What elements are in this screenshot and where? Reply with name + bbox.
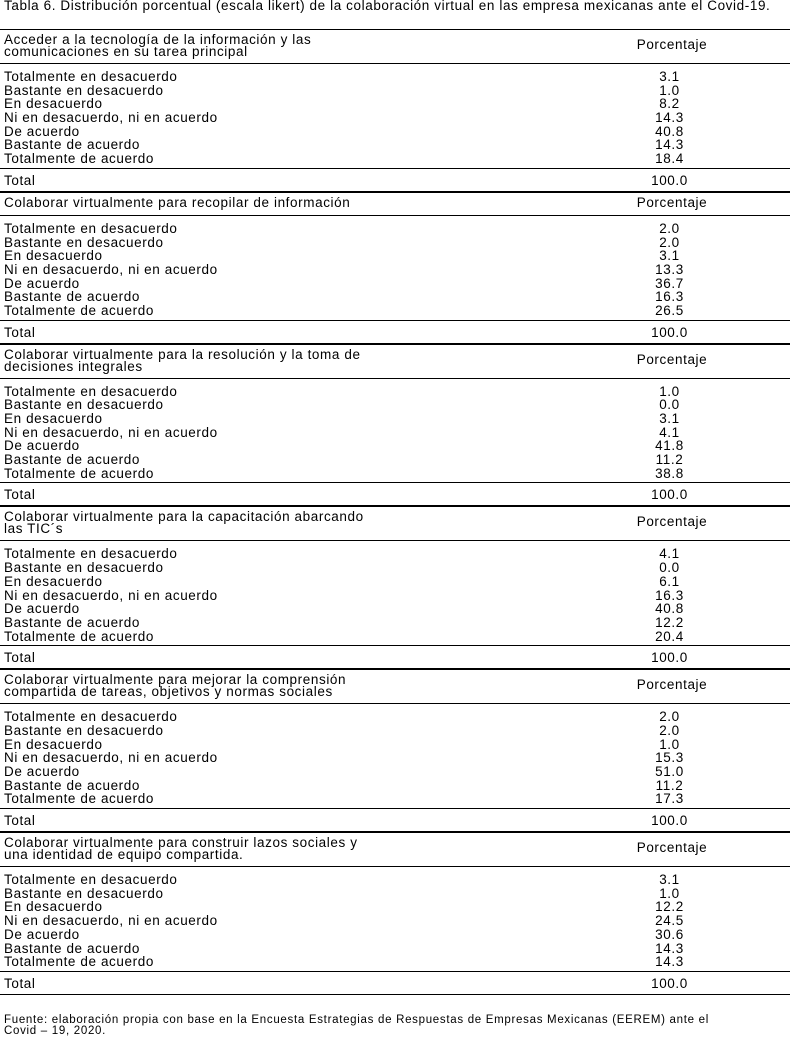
section-rows bbox=[0, 64, 790, 169]
scale-label: Ni en desacuerdo, ni en acuerdo bbox=[4, 261, 218, 277]
percentage-value: 51.0 bbox=[655, 764, 684, 779]
source-note: Fuente: elaboración propia con base en la Encuesta Estrategias de Respuestas de Empresas Mexicanas (EEREM) ante el Covid – 19, 2020. bbox=[4, 1014, 709, 1037]
scale-label: Bastante en desacuerdo bbox=[4, 560, 164, 576]
table-section bbox=[0, 669, 790, 832]
percentage-column-header: Porcentaje bbox=[636, 194, 708, 210]
table-row bbox=[0, 616, 790, 630]
scale-label: Totalmente en desacuerdo bbox=[4, 709, 178, 725]
section-header bbox=[0, 344, 790, 379]
total-value: 100.0 bbox=[651, 487, 688, 503]
scale-label: Totalmente de acuerdo bbox=[4, 302, 154, 318]
total-label: Total bbox=[4, 487, 36, 503]
section-header bbox=[0, 29, 790, 64]
total-row bbox=[0, 809, 790, 832]
table-row bbox=[0, 900, 790, 914]
section-rows bbox=[0, 704, 790, 809]
percentage-value: 20.4 bbox=[655, 628, 684, 644]
section-title bbox=[4, 34, 564, 58]
scale-label: Bastante en desacuerdo bbox=[4, 885, 164, 901]
scale-label: De acuerdo bbox=[4, 764, 80, 779]
percentage-value: 17.3 bbox=[655, 791, 684, 807]
table-row bbox=[0, 152, 790, 166]
scale-label: En desacuerdo bbox=[4, 411, 103, 426]
total-label: Total bbox=[4, 975, 36, 991]
table-row bbox=[0, 277, 790, 291]
scale-label: Ni en desacuerdo, ni en acuerdo bbox=[4, 750, 218, 766]
percentage-value: 14.3 bbox=[655, 940, 684, 956]
percentage-value: 0.0 bbox=[659, 397, 680, 413]
total-row bbox=[0, 321, 790, 344]
scale-label: Bastante en desacuerdo bbox=[4, 722, 164, 738]
table-row bbox=[0, 873, 790, 887]
total-value: 100.0 bbox=[651, 813, 688, 829]
section-title-line: una identidad de equipo compartida. bbox=[4, 847, 244, 863]
table-row bbox=[0, 887, 790, 901]
scale-label: Totalmente de acuerdo bbox=[4, 791, 154, 807]
percentage-value: 14.3 bbox=[655, 137, 684, 153]
table-row bbox=[0, 290, 790, 304]
table-row bbox=[0, 222, 790, 236]
section-title-line: compartida de tareas, objetivos y normas sociales bbox=[4, 684, 333, 700]
scale-label: Bastante de acuerdo bbox=[4, 137, 140, 153]
scale-label: Bastante de acuerdo bbox=[4, 614, 140, 630]
scale-label: Ni en desacuerdo, ni en acuerdo bbox=[4, 424, 218, 440]
percentage-value: 13.3 bbox=[655, 261, 684, 277]
section-title bbox=[4, 194, 564, 210]
table-row bbox=[0, 630, 790, 644]
section-title-line: las TIC´s bbox=[4, 521, 64, 537]
scale-label: Totalmente de acuerdo bbox=[4, 151, 154, 167]
percentage-value: 2.0 bbox=[659, 722, 680, 738]
percentage-column-header: Porcentaje bbox=[636, 840, 708, 856]
total-row bbox=[0, 972, 790, 995]
scale-label: Bastante de acuerdo bbox=[4, 777, 140, 793]
table-row bbox=[0, 70, 790, 84]
scale-label: Totalmente de acuerdo bbox=[4, 465, 154, 481]
total-label: Total bbox=[4, 172, 36, 188]
section-title bbox=[4, 674, 564, 698]
scale-label: Bastante de acuerdo bbox=[4, 289, 140, 305]
percentage-value: 8.2 bbox=[659, 96, 680, 112]
table-row bbox=[0, 97, 790, 111]
scale-label: Totalmente en desacuerdo bbox=[4, 383, 178, 399]
table-row bbox=[0, 125, 790, 139]
percentage-value: 14.3 bbox=[655, 954, 684, 970]
table-row bbox=[0, 589, 790, 603]
section-title bbox=[4, 511, 564, 535]
likert-table bbox=[0, 29, 790, 995]
percentage-column-header: Porcentaje bbox=[636, 351, 708, 367]
scale-label: Totalmente de acuerdo bbox=[4, 954, 154, 970]
table-row bbox=[0, 561, 790, 575]
table-row bbox=[0, 236, 790, 250]
scale-label: Totalmente en desacuerdo bbox=[4, 546, 178, 562]
total-label: Total bbox=[4, 324, 36, 340]
percentage-value: 1.0 bbox=[659, 736, 680, 752]
percentage-value: 36.7 bbox=[655, 275, 684, 291]
percentage-value: 2.0 bbox=[659, 220, 680, 236]
percentage-value: 11.2 bbox=[655, 777, 684, 793]
total-row bbox=[0, 483, 790, 506]
section-title bbox=[4, 346, 564, 374]
table-section bbox=[0, 344, 790, 507]
percentage-value: 2.0 bbox=[659, 709, 680, 725]
total-value: 100.0 bbox=[651, 324, 688, 340]
percentage-value: 16.3 bbox=[655, 289, 684, 305]
scale-label: En desacuerdo bbox=[4, 96, 103, 112]
table-row bbox=[0, 751, 790, 765]
table-row bbox=[0, 426, 790, 440]
percentage-value: 4.1 bbox=[659, 424, 680, 440]
table-row bbox=[0, 792, 790, 806]
table-row bbox=[0, 914, 790, 928]
section-title-line: Colaborar virtualmente para mejorar la comprensión bbox=[4, 672, 347, 688]
total-label: Total bbox=[4, 650, 36, 666]
table-row bbox=[0, 412, 790, 426]
table-row bbox=[0, 765, 790, 779]
scale-label: Totalmente en desacuerdo bbox=[4, 220, 178, 236]
percentage-value: 3.1 bbox=[659, 69, 680, 84]
section-rows bbox=[0, 379, 790, 484]
section-title bbox=[4, 837, 564, 861]
table-section bbox=[0, 506, 790, 669]
percentage-value: 24.5 bbox=[655, 913, 684, 929]
section-header bbox=[0, 669, 790, 704]
percentage-value: 1.0 bbox=[659, 885, 680, 901]
section-title-line: Colaborar virtualmente para la capacitación abarcando bbox=[4, 509, 364, 525]
total-value: 100.0 bbox=[651, 975, 688, 991]
table-row bbox=[0, 602, 790, 616]
table-row bbox=[0, 575, 790, 589]
percentage-column-header: Porcentaje bbox=[636, 37, 708, 52]
percentage-value: 4.1 bbox=[659, 546, 680, 562]
percentage-value: 16.3 bbox=[655, 587, 684, 603]
table-section bbox=[0, 29, 790, 192]
total-value: 100.0 bbox=[651, 172, 688, 188]
percentage-value: 18.4 bbox=[655, 151, 684, 167]
section-title-line: comunicaciones en su tarea principal bbox=[4, 44, 248, 59]
table-row bbox=[0, 84, 790, 98]
table-row bbox=[0, 710, 790, 724]
table-section bbox=[0, 192, 790, 344]
section-title-line: decisiones integrales bbox=[4, 358, 143, 374]
scale-label: En desacuerdo bbox=[4, 736, 103, 752]
table-caption: Tabla 6. Distribución porcentual (escala likert) de la colaboración virtual en las empresa mexicanas ante el Covid-19. bbox=[4, 0, 771, 13]
table-row bbox=[0, 249, 790, 263]
scale-label: Ni en desacuerdo, ni en acuerdo bbox=[4, 110, 218, 126]
percentage-value: 40.8 bbox=[655, 123, 684, 139]
table-row bbox=[0, 547, 790, 561]
table-row bbox=[0, 467, 790, 481]
scale-label: En desacuerdo bbox=[4, 899, 103, 915]
percentage-value: 0.0 bbox=[659, 560, 680, 576]
scale-label: Bastante en desacuerdo bbox=[4, 82, 164, 98]
total-row bbox=[0, 169, 790, 192]
table-row bbox=[0, 453, 790, 467]
percentage-value: 3.1 bbox=[659, 872, 680, 888]
table-row bbox=[0, 111, 790, 125]
table-row bbox=[0, 398, 790, 412]
scale-label: En desacuerdo bbox=[4, 248, 103, 264]
scale-label: De acuerdo bbox=[4, 926, 80, 942]
scale-label: Bastante de acuerdo bbox=[4, 940, 140, 956]
percentage-value: 1.0 bbox=[659, 82, 680, 98]
table-row bbox=[0, 439, 790, 453]
table-row bbox=[0, 304, 790, 318]
table-row bbox=[0, 942, 790, 956]
section-rows bbox=[0, 216, 790, 321]
section-rows bbox=[0, 867, 790, 972]
percentage-value: 15.3 bbox=[655, 750, 684, 766]
percentage-column-header: Porcentaje bbox=[636, 514, 708, 530]
percentage-value: 12.2 bbox=[655, 614, 684, 630]
total-label: Total bbox=[4, 813, 36, 829]
percentage-value: 14.3 bbox=[655, 110, 684, 126]
scale-label: Ni en desacuerdo, ni en acuerdo bbox=[4, 587, 218, 603]
table-row bbox=[0, 263, 790, 277]
percentage-column-header: Porcentaje bbox=[636, 677, 708, 693]
table-row bbox=[0, 955, 790, 969]
percentage-value: 30.6 bbox=[655, 926, 684, 942]
scale-label: Bastante en desacuerdo bbox=[4, 397, 164, 413]
section-header bbox=[0, 506, 790, 541]
percentage-value: 41.8 bbox=[655, 438, 684, 454]
scale-label: Totalmente en desacuerdo bbox=[4, 69, 178, 84]
table-section bbox=[0, 832, 790, 995]
section-title-line: Acceder a la tecnología de la información y las bbox=[4, 32, 312, 47]
table-row bbox=[0, 779, 790, 793]
section-rows bbox=[0, 541, 790, 646]
percentage-value: 26.5 bbox=[655, 302, 684, 318]
table-row bbox=[0, 138, 790, 152]
scale-label: Ni en desacuerdo, ni en acuerdo bbox=[4, 913, 218, 929]
table-row bbox=[0, 724, 790, 738]
percentage-value: 6.1 bbox=[659, 573, 680, 589]
percentage-value: 12.2 bbox=[655, 899, 684, 915]
section-title-line: Colaborar virtualmente para recopilar de información bbox=[4, 194, 351, 210]
table-row bbox=[0, 738, 790, 752]
table-row bbox=[0, 928, 790, 942]
percentage-value: 38.8 bbox=[655, 465, 684, 481]
table-row bbox=[0, 385, 790, 399]
scale-label: Bastante en desacuerdo bbox=[4, 234, 164, 250]
percentage-value: 1.0 bbox=[659, 383, 680, 399]
section-header bbox=[0, 832, 790, 867]
scale-label: De acuerdo bbox=[4, 275, 80, 291]
section-header bbox=[0, 192, 790, 216]
total-value: 100.0 bbox=[651, 650, 688, 666]
scale-label: De acuerdo bbox=[4, 123, 80, 139]
percentage-value: 11.2 bbox=[655, 452, 684, 468]
percentage-value: 2.0 bbox=[659, 234, 680, 250]
scale-label: De acuerdo bbox=[4, 601, 80, 617]
scale-label: De acuerdo bbox=[4, 438, 80, 454]
total-row bbox=[0, 646, 790, 669]
scale-label: Totalmente de acuerdo bbox=[4, 628, 154, 644]
scale-label: En desacuerdo bbox=[4, 573, 103, 589]
scale-label: Bastante de acuerdo bbox=[4, 452, 140, 468]
scale-label: Totalmente en desacuerdo bbox=[4, 872, 178, 888]
section-title-line: Colaborar virtualmente para la resolución y la toma de bbox=[4, 346, 361, 362]
section-title-line: Colaborar virtualmente para construir lazos sociales y bbox=[4, 835, 358, 851]
percentage-value: 40.8 bbox=[655, 601, 684, 617]
percentage-value: 3.1 bbox=[659, 411, 680, 426]
percentage-value: 3.1 bbox=[659, 248, 680, 264]
